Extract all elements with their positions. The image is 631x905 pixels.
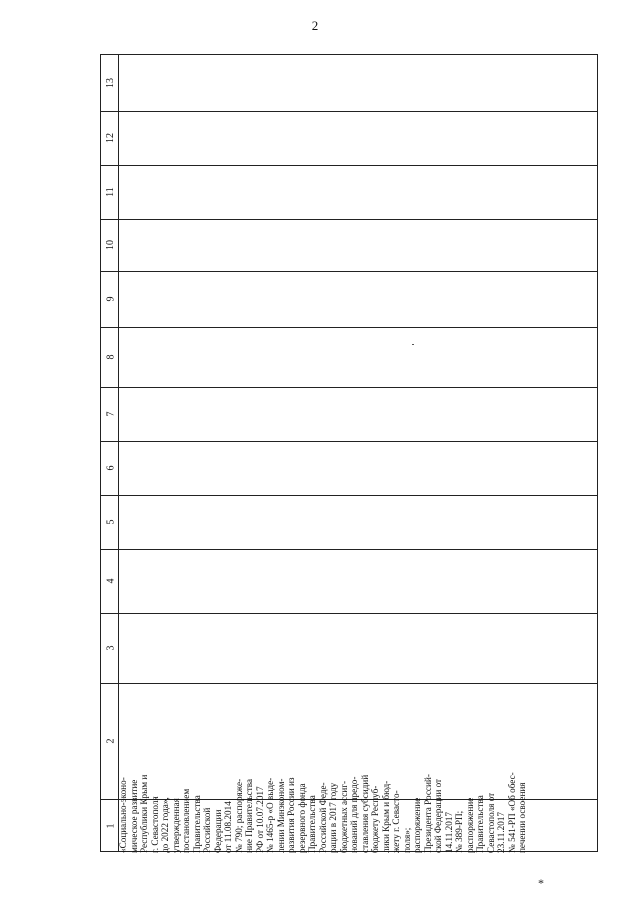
column-number-9: 9: [105, 296, 116, 302]
column-number-5: 5: [105, 519, 116, 525]
cell-text-line: № 790; распоряже-: [233, 778, 244, 853]
cell-text-line: Российской: [202, 807, 212, 853]
cell-text-line: № 541-РП «Об обес-: [506, 772, 517, 853]
column-number-3: 3: [105, 645, 116, 651]
page-number: 2: [311, 18, 319, 33]
cell-text-line: жету г. Севасто-: [391, 790, 401, 853]
cell-text-line: поля»;: [401, 827, 412, 853]
column-number-13: 13: [105, 78, 116, 88]
cell-text-line: г. Севастополя: [149, 796, 160, 853]
cell-text-line: № 1465-р «О выде-: [265, 777, 275, 853]
cell-text-line: ние Правительства: [244, 778, 254, 853]
column-number-11: 11: [104, 187, 116, 197]
cell-text-line: мическое развитие: [128, 779, 139, 853]
column-divider: [101, 387, 597, 388]
cell-text-line: утвержденная: [170, 798, 181, 853]
column-number-10: 10: [105, 240, 116, 250]
cell-text-line: распоряжение: [412, 797, 422, 853]
cell-text-line: № 389-РП;: [454, 810, 464, 853]
column-number-1: 1: [105, 823, 116, 829]
cell-text-line: лики Крым и бюд-: [380, 780, 391, 853]
column-divider: [101, 327, 597, 328]
cell-text-line: Президента Россий-: [422, 774, 433, 853]
cell-text-line: Севастополя от: [485, 792, 496, 853]
cell-text-line: ставления субсидий: [359, 774, 370, 853]
cell-text-line: Российской Феде-: [317, 782, 328, 853]
cell-text-line: Республики Крым и: [139, 774, 149, 853]
column-2-cell-text: [118, 683, 527, 853]
cell-text-line: бюджетных ассиг-: [338, 780, 349, 853]
cell-text-line: до 2022 года»,: [160, 797, 170, 853]
column-number-12: 12: [105, 133, 116, 143]
corner-mark: *: [538, 876, 544, 890]
cell-text-line: развития России из: [286, 777, 296, 853]
cell-text-line: бюджету Респуб-: [370, 785, 380, 853]
column-divider: [101, 165, 597, 166]
scan-speck: [412, 344, 414, 345]
cell-text-line: ской Федерации от: [433, 778, 443, 853]
column-divider: [101, 549, 597, 550]
column-divider: [101, 441, 597, 442]
cell-text-line: распоряжение: [464, 797, 475, 853]
column-divider: [101, 495, 597, 496]
column-number-2: 2: [105, 738, 116, 744]
cell-text-line: 14.11.2017: [443, 811, 454, 853]
cell-text-line: РФ от 10.07.2017: [254, 786, 265, 853]
column-divider: [101, 219, 597, 220]
cell-text-line: резервного фонда: [296, 783, 307, 853]
column-divider: [101, 111, 597, 112]
cell-text-line: рации в 2017 году: [328, 782, 338, 853]
cell-text-line: постановлением: [181, 788, 191, 853]
cell-text-line: Правительства: [191, 795, 202, 853]
column-number-6: 6: [105, 465, 116, 471]
cell-text-line: лении Минэконом-: [275, 778, 286, 853]
column-number-4: 4: [105, 578, 116, 584]
column-divider: [101, 613, 597, 614]
cell-text-line: нований для предо-: [349, 776, 359, 853]
cell-text-line: Правительства: [307, 795, 317, 853]
cell-text-line: от 11.08.2014: [223, 801, 233, 853]
document-table: [100, 54, 598, 852]
column-divider: [101, 271, 597, 272]
column-number-7: 7: [105, 411, 116, 417]
cell-text-line: «Социально-эконо-: [118, 777, 128, 853]
cell-text-line: Федерации: [212, 809, 223, 853]
cell-text-line: 23.11.2017: [496, 811, 506, 853]
cell-text-line: печении освоения: [517, 782, 527, 853]
cell-text-line: Правительства: [475, 795, 485, 853]
column-number-8: 8: [105, 354, 116, 360]
